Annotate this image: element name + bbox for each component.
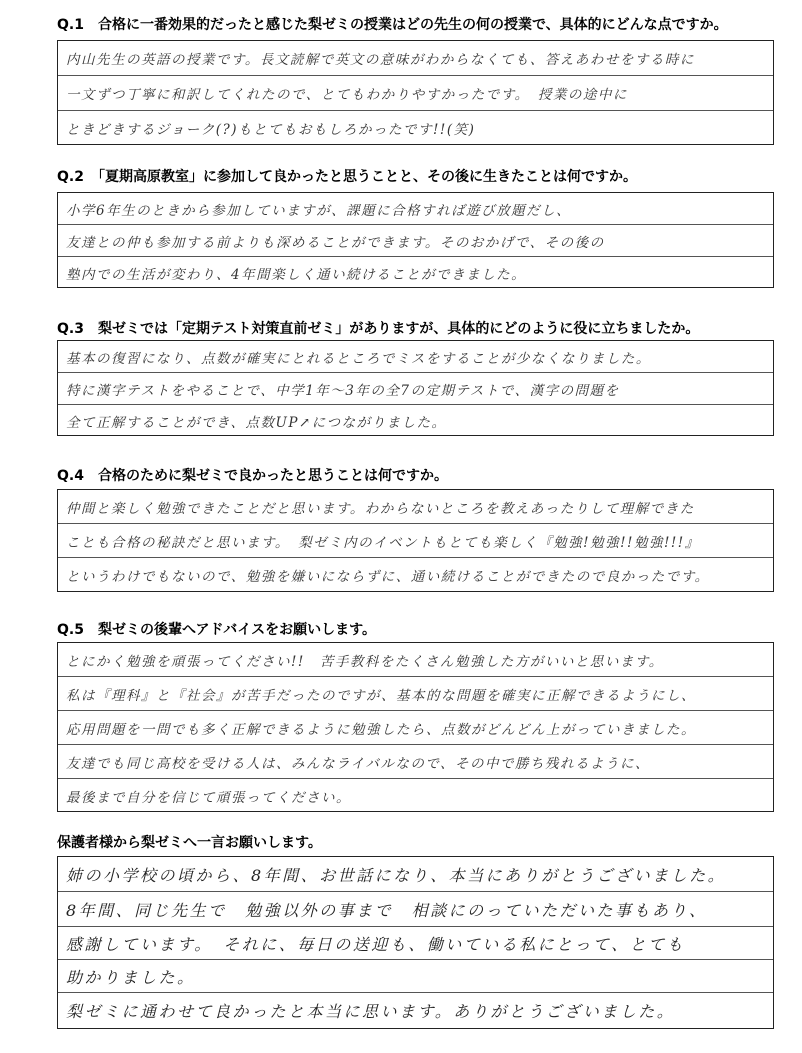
answer-3-line-3: 全て正解することができ、点数UP↗につながりました。: [66, 414, 447, 431]
answer-1-line-1: 内山先生の英語の授業です。長文読解で英文の意味がわからなくても、答えあわせをする時に: [58, 41, 773, 76]
parent-comment-line-1: 姉の小学校の頃から、8年間、お世話になり、本当にありがとうございました。: [58, 857, 773, 892]
question-2-title: Q.2 「夏期高原教室」に参加して良かったと思うことと、その後に生きたことは何ですか。: [57, 169, 637, 185]
answer-4-line-1: 仲間と楽しく勉強できたことだと思います。わからないところを教えあったりして理解できた: [58, 490, 773, 524]
answer-1-line-2: 一文ずつ丁寧に和訳してくれたので、とてもわかりやすかったです。 授業の途中に: [58, 76, 773, 111]
answer-2-line-3: 塾内での生活が変わり、4年間楽しく通い続けることができました。: [66, 266, 527, 283]
parent-comment-line-5: 梨ゼミに通わせて良かったと本当に思います。ありがとうございました。: [66, 1002, 676, 1021]
answer-2-box: [57, 192, 774, 288]
answer-1-box: [57, 40, 774, 145]
answer-3-line-2: 特に漢字テストをやることで、中学1年〜3年の全7の定期テストで、漢字の問題を: [58, 373, 773, 405]
parent-comment-line-2: 8年間、同じ先生で 勉強以外の事まで 相談にのっていただいた事もあり、: [58, 892, 773, 927]
parent-comment-line-4: 助かりました。: [58, 960, 773, 993]
answer-2-line-2: 友達との仲も参加する前よりも深めることができます。そのおかげで、その後の: [58, 225, 773, 257]
answer-5-box: [57, 642, 774, 812]
answer-4-box: [57, 489, 774, 592]
answer-5-line-1: とにかく勉強を頑張ってください!! 苦手教科をたくさん勉強した方がいいと思います。: [58, 643, 773, 677]
answer-3-line-1: 基本の復習になり、点数が確実にとれるところでミスをすることが少なくなりました。: [58, 341, 773, 373]
question-4-title: Q.4 合格のために梨ゼミで良かったと思うことは何ですか。: [57, 468, 448, 484]
answer-2-line-1: 小学6年生のときから参加していますが、課題に合格すれば遊び放題だし、: [58, 193, 773, 225]
question-3-title: Q.3 梨ゼミでは「定期テスト対策直前ゼミ」がありますが、具体的にどのように役に立ちましたか。: [57, 321, 700, 337]
answer-5-line-4: 友達でも同じ高校を受ける人は、みんなライバルなので、その中で勝ち残れるように、: [58, 745, 773, 779]
parent-comment-line-3: 感謝しています。 それに、毎日の送迎も、働いている私にとって、とても: [58, 927, 773, 960]
parent-comment-box: [57, 856, 774, 1029]
question-1-title: Q.1 合格に一番効果的だったと感じた梨ゼミの授業はどの先生の何の授業で、具体的にどんな点ですか。: [57, 17, 728, 33]
answer-4-line-2: ことも合格の秘訣だと思います。 梨ゼミ内のイベントもとても楽しく『勉強!勉強!!勉強!!!』: [58, 524, 773, 558]
answer-5-line-5: 最後まで自分を信じて頑張ってください。: [66, 789, 351, 806]
parent-comment-title: 保護者様から梨ゼミへ一言お願いします。: [57, 835, 322, 851]
answer-1-line-3: ときどきするジョーク(?)もとてもおもしろかったです!!(笑): [66, 122, 476, 138]
answer-5-line-2: 私は『理科』と『社会』が苦手だったのですが、基本的な問題を確実に正解できるようにし、: [58, 677, 773, 711]
answer-3-box: [57, 340, 774, 436]
answer-4-line-3: というわけでもないので、勉強を嫌いにならずに、通い続けることができたので良かったです。: [66, 568, 710, 585]
answer-5-line-3: 応用問題を一問でも多く正解できるように勉強したら、点数がどんどん上がっていきました。: [58, 711, 773, 745]
question-5-title: Q.5 梨ゼミの後輩へアドバイスをお願いします。: [57, 622, 376, 638]
